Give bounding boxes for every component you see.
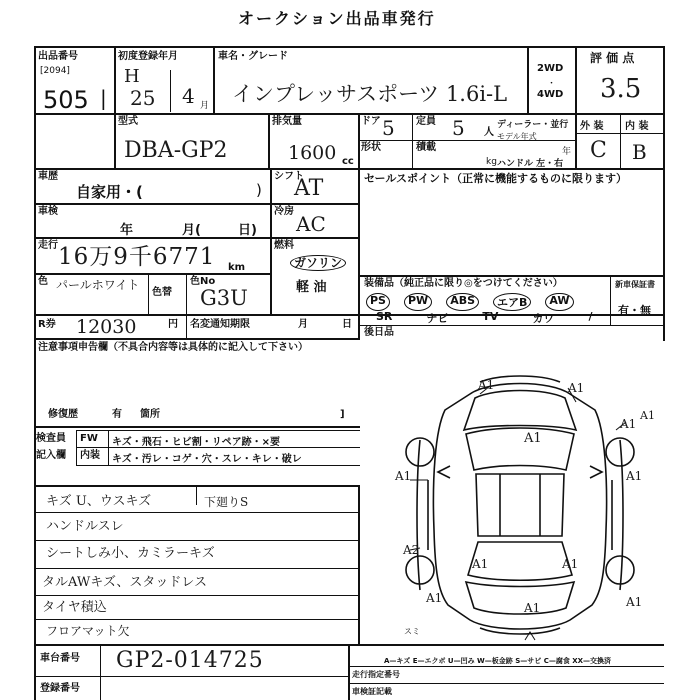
remark-right: 下廻りS	[204, 495, 249, 509]
damage-label-9: A2	[403, 543, 420, 557]
fuel-label: 燃料	[274, 240, 294, 251]
damage-label-6: A1	[626, 469, 643, 483]
mileage-label: 走行	[38, 240, 58, 251]
equipment-label: 装備品（純正品に限り◎をつけてください）	[364, 278, 563, 289]
dealer-year-suffix: 年	[562, 147, 572, 157]
dealer-handle: ハンドル 左・右	[497, 159, 564, 169]
capacity-unit: 人	[484, 127, 494, 138]
remark-4: タルAWキズ、スタッドレス	[42, 575, 207, 590]
registration-era: H	[124, 66, 140, 87]
model-type-value: DBA-GP2	[124, 138, 228, 163]
repair-history-label: 修復歴	[48, 409, 78, 420]
displacement-unit: cc	[342, 156, 354, 167]
aircon-label: 冷房	[274, 206, 294, 217]
model-name-value: インプレッサスポーツ 1.6i-L	[232, 82, 508, 106]
remark-5: タイヤ積込	[42, 600, 107, 615]
name-change-deadline-label: 名変通知期限	[190, 319, 250, 330]
inspection-month: 月(	[182, 223, 201, 238]
capacity-value: 5	[452, 116, 465, 140]
lot-code: [2094]	[40, 66, 70, 76]
inspection-day: 日)	[238, 223, 257, 238]
shift-value: AT	[294, 176, 324, 201]
lot-mark: |	[100, 86, 107, 110]
damage-label-2: A1	[568, 381, 585, 395]
registration-month: 4	[182, 84, 195, 108]
load-unit: kg	[486, 157, 497, 167]
new-guarantee-value: 有・無	[618, 304, 651, 317]
remark-3: シートしみ小、カミラーキズ	[46, 546, 215, 561]
damage-label-10: A1	[426, 591, 443, 605]
registration-month-unit: 月	[200, 101, 210, 111]
damage-label-4: A1	[620, 417, 637, 431]
capacity-label: 定員	[416, 116, 436, 127]
color-label: 色	[38, 276, 48, 287]
equipment-row-1	[366, 293, 574, 311]
recycle-value: 12030	[76, 316, 137, 338]
remark-2: ハンドルスレ	[46, 519, 124, 534]
chassis-value: GP2-014725	[116, 648, 264, 673]
inspector-fw-items: キズ・飛石・ヒビ割・リペア跡・×要	[112, 437, 280, 448]
damage-legend: A—キズ E—エクボ U—凹み W—板金跡 S—サビ C—腐食 XX—交換済	[384, 657, 612, 665]
drive-4wd: 4WD	[537, 89, 564, 100]
inspector-int-items: キズ・汚レ・コゲ・穴・スレ・キレ・破レ	[112, 454, 302, 465]
form-label-2: 車検証記載	[352, 687, 392, 696]
shape-label: 形状	[361, 142, 381, 153]
lot-label: 出品番号	[38, 51, 78, 62]
drive-2wd: 2WD	[537, 63, 564, 74]
equip-aw: AW	[545, 293, 573, 311]
aircon-value: AC	[296, 212, 326, 236]
usage-value: 自家用・(	[76, 183, 143, 201]
equipment-row-2	[376, 310, 592, 326]
color-change-label: 色替	[152, 287, 172, 298]
damage-label-3: A1	[524, 431, 542, 446]
score-exterior: C	[590, 138, 607, 163]
notes-label: 注意事項申告欄（不具合内容等は具体的に記入して下さい）	[38, 342, 308, 353]
inspection-year: 年	[120, 223, 134, 238]
damage-label-11: A1	[524, 601, 541, 615]
plate-label: 登録番号	[40, 683, 80, 694]
model-type-label: 型式	[118, 116, 138, 127]
inspection-label: 車検	[38, 206, 58, 217]
inspector-fw: FW	[80, 433, 98, 444]
displacement-label: 排気量	[272, 116, 302, 127]
inspector-interior: 内装	[80, 450, 100, 461]
damage-label-8: A1	[562, 557, 579, 571]
remark-6: フロアマット欠	[46, 624, 130, 638]
equip-navi: ナビ	[426, 312, 449, 325]
drive-dot: ・	[547, 79, 557, 89]
score-label: 評 価 点	[590, 51, 635, 65]
shift-label: シフト	[274, 171, 304, 182]
recycle-label: R券	[38, 319, 56, 330]
dealer-label: ディーラー・並行	[497, 120, 569, 130]
registration-label: 初度登録年月	[118, 51, 178, 62]
color-code-label: 色No	[190, 276, 216, 287]
damage-label-5: A1	[395, 469, 412, 483]
rear-seat-label: 後日品	[364, 327, 394, 338]
equip-sr: SR	[376, 310, 393, 323]
doors-value: 5	[382, 116, 395, 140]
damage-label-1: A1	[478, 378, 495, 392]
fuel-diesel: 軽 油	[296, 280, 327, 295]
color-code-value: G3U	[200, 286, 248, 310]
equip-pw: PW	[404, 293, 432, 311]
deadline-month: 月	[298, 319, 308, 330]
damage-label-13: A1	[640, 409, 655, 422]
usage-label: 車歴	[38, 171, 58, 182]
equip-abs: ABS	[446, 293, 479, 311]
score-interior-label: 内 装	[625, 121, 649, 132]
inspector-label-1: 検査員	[36, 433, 66, 444]
selling-points-label: セールスポイント（正常に機能するものに限ります）	[364, 172, 628, 185]
dealer-model-year: モデル年式	[497, 132, 537, 141]
repair-history-value: 有	[112, 409, 122, 420]
equip-ps: PS	[366, 293, 390, 311]
doors-label: ドア	[361, 116, 381, 127]
deadline-day: 日	[342, 319, 352, 330]
inspector-label-2: 記入欄	[36, 450, 66, 461]
equip-airbag: エアB	[493, 293, 531, 311]
registration-year: 25	[130, 86, 156, 110]
equip-leather: カワ	[532, 312, 555, 325]
damage-label-12: A1	[626, 595, 643, 609]
usage-close: )	[256, 181, 262, 199]
displacement-value: 1600	[288, 142, 337, 164]
score-exterior-label: 外 装	[580, 121, 604, 132]
repair-close: ]	[340, 409, 345, 420]
lot-number: 505	[43, 86, 89, 114]
damage-sumi: スミ	[404, 627, 420, 636]
form-label-1: 走行指定番号	[352, 670, 400, 679]
equip-tv: TV	[482, 310, 499, 323]
chassis-label: 車台番号	[40, 653, 80, 664]
color-original: パールホワイト	[56, 278, 140, 292]
model-name-label: 車名・グレード	[218, 51, 288, 62]
page-title: オークション出品車発行	[238, 9, 436, 28]
fuel-gasoline: ガソリン	[290, 254, 346, 271]
load-label: 積載	[416, 142, 436, 153]
mileage-value: 16万9千6771	[58, 244, 216, 270]
score-value: 3.5	[600, 74, 642, 104]
new-guarantee-label: 新車保証書	[615, 280, 655, 289]
remark-1: キズ U、ウスキズ	[46, 494, 152, 509]
recycle-unit: 円	[168, 319, 178, 330]
repair-place: 箇所	[140, 409, 160, 420]
damage-label-7: A1	[472, 557, 489, 571]
score-interior: B	[632, 140, 647, 164]
mileage-unit: km	[228, 262, 246, 273]
equip-slash: /	[588, 310, 593, 323]
